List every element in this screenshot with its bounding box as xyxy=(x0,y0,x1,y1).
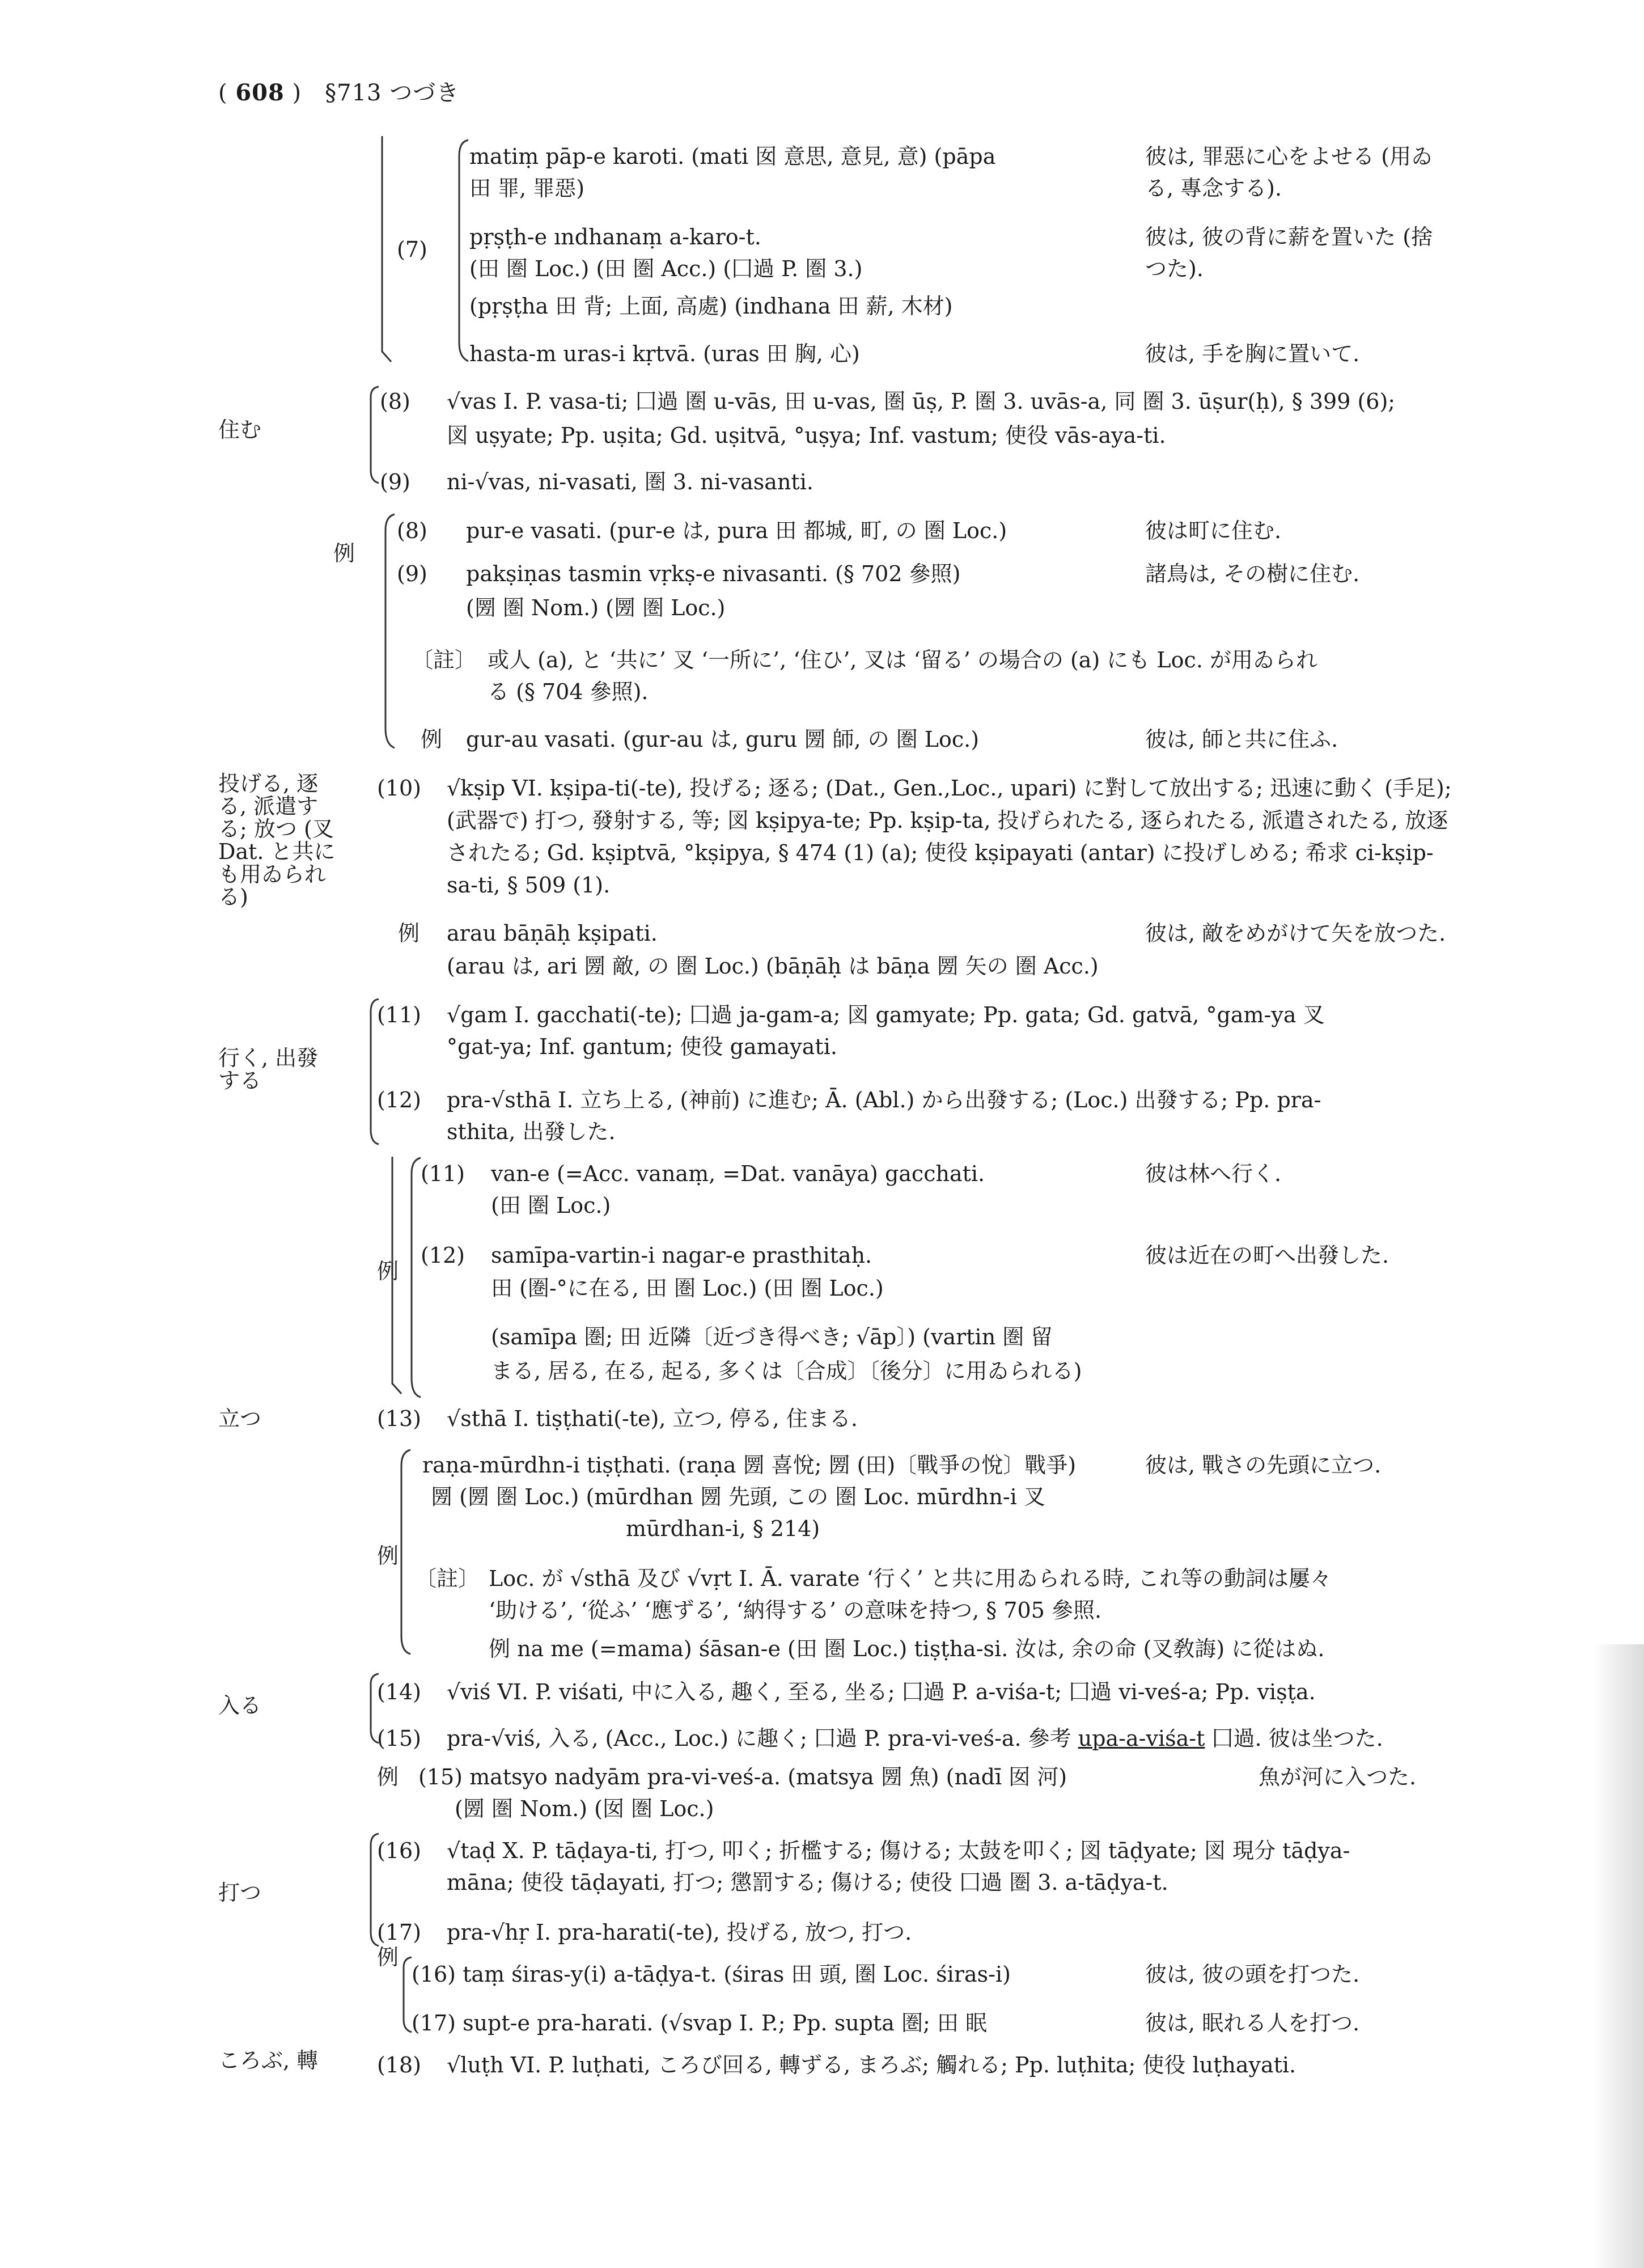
ex89-number-8: (8) xyxy=(397,518,427,543)
ex89-note-line1: 或人 (a), と ‘共に’ 叉 ‘一所に’, ‘住ひ’, 叉は ‘留る’ の場合の (a) にも Loc. が用ゐられ xyxy=(488,648,1317,672)
utsu-example17: (17) supt-e pra-harati. (√svap I. P.; Pp. supta 圏; 田 眠 xyxy=(412,2011,987,2036)
label-utsu: 打つ xyxy=(218,1880,262,1905)
nageru-number-10: (10) xyxy=(377,776,422,801)
ex1112-translation12: 彼は近在の町へ出發した. xyxy=(1145,1243,1389,1268)
ex1112-line11b: (田 圏 Loc.) xyxy=(491,1193,611,1218)
ex89-rei2-label: 例 xyxy=(421,727,443,752)
nageru-example2: (arau は, ari 圐 敵, の 圏 Loc.) (bāṇāḥ は bāṇa 圐 矢の 圏 Acc.) xyxy=(447,954,1099,979)
ex1112-line12a: samīpa-vartin-i nagar-e prasthitaḥ. xyxy=(491,1243,872,1268)
hairu-line15 xyxy=(447,1723,1383,1754)
sumu-line8a: √vas I. P. vasa-ti; 囗過 圏 u-vās, 田 u-vas, 圏 ūṣ, P. 圏 3. uvās-a, 同 圏 3. ūṣur(ḥ), § 399 (6); xyxy=(447,389,1396,414)
ex7-number: (7) xyxy=(397,237,427,262)
utsu-rei-label: 例 xyxy=(377,1945,399,1970)
iku-line11b: °gat-ya; Inf. gantum; 使役 gamayati. xyxy=(447,1034,837,1059)
label-iku: 行く, 出發する xyxy=(218,1046,319,1093)
ex7-line3: pṛṣṭh-e ındhanaṃ a-karo-t. xyxy=(469,225,761,249)
iku-number-11: (11) xyxy=(377,1002,422,1027)
ex1112-line12d: まる, 居る, 在る, 起る, 多くは〔合成〕〔後分〕に用ゐられる) xyxy=(491,1359,1082,1383)
brace-ex89 xyxy=(381,513,398,751)
section-ref: §713 つづき xyxy=(325,80,460,106)
ex7-line1: matiṃ pāp-e karoti. (mati 囡 意思, 意見, 意) (pāpa xyxy=(469,144,996,169)
hairu-translation15: 魚が河に入つた. xyxy=(1259,1765,1417,1789)
hairu-line15-part-b: 囗過. 彼は坐つた. xyxy=(1205,1726,1383,1751)
ex89-line9b: (圐 圏 Nom.) (圐 圏 Loc.) xyxy=(466,595,726,620)
ex89-line8: pur-e vasati. (pur-e は, pura 田 都城, 町, の 圏 Loc.) xyxy=(466,518,1007,543)
tatsu-translation: 彼は, 戰さの先頭に立つ. xyxy=(1145,1453,1382,1478)
hairu-example15a: (15) matsyo nadyām pra-vi-veś-a. (matsya 圐 魚) (nadī 囡 河) xyxy=(418,1765,1067,1789)
iku-number-12: (12) xyxy=(377,1088,422,1112)
label-nageru: 投げる, 逐る, 派遣する; 放つ (叉 Dat. と共にも用ゐられる) xyxy=(218,771,336,909)
hairu-number-15: (15) xyxy=(377,1726,422,1751)
ex7-translation4: つた). xyxy=(1145,256,1204,281)
hairu-line14: √viś VI. P. viśati, 中に入る, 趣く, 至る, 坐る; 囗過 P. a-viśa-t; 囗過 vi-veś-a; Pp. viṣṭa. xyxy=(447,1679,1316,1704)
ex1112-number-12: (12) xyxy=(421,1243,465,1268)
utsu-translation17: 彼は, 眠れる人を打つ. xyxy=(1145,2011,1360,2036)
tatsu-note3: 例 na me (=mama) śāsan-e (田 圏 Loc.) tiṣṭha-si. 汝は, 余の命 (叉敎誨) に從はぬ. xyxy=(489,1636,1325,1661)
ex1112-rei-label: 例 xyxy=(377,1259,399,1284)
tatsu-line13: √sthā I. tiṣṭhati(-te), 立つ, 停る, 住まる. xyxy=(447,1406,858,1431)
nageru-rei-label: 例 xyxy=(398,921,420,946)
ex7-line5: (pṛṣṭha 田 背; 上面, 高處) (indhana 田 薪, 木材) xyxy=(469,294,953,319)
utsu-line16a: √taḍ X. P. tāḍaya-ti, 打つ, 叩く; 折檻する; 傷ける; 太鼓を叩く; 図 tāḍyate; 図 現分 tāḍya- xyxy=(447,1838,1350,1863)
ex89-translation8: 彼は町に住む. xyxy=(1145,518,1282,543)
tatsu-note-mark: 〔註〕 xyxy=(415,1566,480,1591)
hairu-line15-underlined: upa-a-viśa-t xyxy=(1078,1726,1205,1751)
ex89-rei-label: 例 xyxy=(333,541,355,566)
brace-7 xyxy=(454,139,471,366)
tatsu-note2: ‘助ける’, ‘從ふ’ ‘應ずる’, ‘納得する’ の意味を持つ, § 705 參照. xyxy=(489,1598,1102,1623)
hairu-rei-label: 例 xyxy=(377,1765,399,1789)
sumu-number-8: (8) xyxy=(380,389,410,414)
ex89-note-mark: 〔註〕 xyxy=(412,648,477,672)
nageru-text: √kṣip VI. kṣipa-ti(-te), 投げる; 逐る; (Dat., Gen.,Loc., upari) に對して放出する; 迅速に動く (手足); (武器で) 打つ, 發射する, 等; 図 kṣipya-te; Pp. kṣip-ta, 投げられたる, 逐られたる, 派遣されたる, 放逐されたる; Gd. kṣiptvā, °kṣipya, § 474 (1) (a); 使役 kṣipayati (antar) に投げしめる; 希求 ci-kṣip-sa-ti, § 509 (1). xyxy=(447,776,1452,898)
ex1112-line11a: van-e (=Acc. vanaṃ, =Dat. vanāya) gacchati. xyxy=(491,1161,985,1186)
label-hairu: 入る xyxy=(218,1693,262,1718)
tatsu-rei-label: 例 xyxy=(377,1543,399,1568)
label-tatsu: 立つ xyxy=(218,1406,262,1431)
ex1112-line12c: (samīpa 圏; 田 近隣〔近づき得べき; √āp〕) (vartin 圏 留 xyxy=(491,1325,1053,1349)
ex7-translation3: 彼は, 彼の背に薪を置いた (捨 xyxy=(1145,225,1433,249)
korobu-line18: √luṭh VI. P. luṭhati, ころび回る, 轉ずる, まろぶ; 觸れる; Pp. luṭhita; 使役 luṭhayati. xyxy=(447,2053,1296,2077)
utsu-translation16: 彼は, 彼の頭を打つた. xyxy=(1145,1962,1360,1987)
nageru-translation: 彼は, 敵をめがけて矢を放つた. xyxy=(1145,921,1446,946)
nageru-example1: arau bāṇāḥ kṣipati. xyxy=(447,921,658,946)
ex89-line10: gur-au vasati. (gur-au は, guru 圐 師, の 圏 Loc.) xyxy=(466,727,980,752)
sumu-number-9: (9) xyxy=(380,469,410,494)
ex89-line9a: pakṣiṇas tasmin vṛkṣ-e nivasanti. (§ 702 參照) xyxy=(466,561,961,586)
tatsu-note1: Loc. が √sthā 及び √vṛt I. Ā. varate ‘行く’ と共に用ゐられる時, これ等の動詞は屢々 xyxy=(489,1566,1332,1591)
ex7-translation5: 彼は, 手を胸に置いて. xyxy=(1145,341,1360,366)
ex7-translation1: 彼は, 罪惡に心をよせる (用ゐ xyxy=(1145,144,1433,169)
tatsu-example3: mūrdhan-i, § 214) xyxy=(626,1516,820,1541)
ex7-line6: hasta-m uras-i kṛtvā. (uras 田 胸, 心) xyxy=(469,341,860,366)
iku-line11a: √gam I. gacchati(-te); 囗過 ja-gam-a; 図 gamyate; Pp. gata; Gd. gatvā, °gam-ya 叉 xyxy=(447,1002,1325,1027)
utsu-line16b: māna; 使役 tāḍayati, 打つ; 懲罰する; 傷ける; 使役 囗過 圏 3. a-tāḍya-t. xyxy=(447,1870,1168,1895)
hairu-example15b: (圐 圏 Nom.) (囡 圏 Loc.) xyxy=(455,1796,714,1821)
ex89-note-line2: る (§ 704 參照). xyxy=(488,679,649,704)
ex7-line2: 田 罪, 罪惡) xyxy=(469,176,585,201)
hairu-line15-part-a: pra-√viś, 入る, (Acc., Loc.) に趣く; 囗過 P. pra-vi-veś-a. 參考 xyxy=(447,1726,1078,1751)
ex1112-line12b: 田 (圏-°に在る, 田 圏 Loc.) (田 圏 Loc.) xyxy=(491,1276,884,1301)
tatsu-number-13: (13) xyxy=(377,1406,422,1431)
utsu-line17: pra-√hṛ I. pra-harati(-te), 投げる, 放つ, 打つ. xyxy=(447,1920,912,1945)
sumu-line8b: 図 uṣyate; Pp. uṣita; Gd. uṣitvā, °uṣya; Inf. vastum; 使役 vās-aya-ti. xyxy=(447,423,1166,448)
outer-bracket-7 xyxy=(381,136,398,363)
page-header: ( 608 ) §713 つづき xyxy=(218,79,460,106)
iku-line12a: pra-√sthā I. 立ち上る, (神前) に進む; Ā. (Abl.) から出發する; (Loc.) 出發する; Pp. pra- xyxy=(447,1088,1321,1112)
brace-tatsu xyxy=(397,1449,414,1658)
brace-ex1112 xyxy=(407,1157,424,1400)
hairu-number-14: (14) xyxy=(377,1679,422,1704)
iku-line12b: sthita, 出發した. xyxy=(447,1119,616,1144)
utsu-number-17: (17) xyxy=(377,1920,422,1945)
label-sumu: 住む xyxy=(218,417,262,442)
tatsu-example2: 圐 (圐 圏 Loc.) (mūrdhan 圐 先頭, この 圏 Loc. mūrdhn-i 叉 xyxy=(431,1484,1045,1509)
korobu-number-18: (18) xyxy=(377,2053,422,2077)
ex7-line4: (田 圏 Loc.) (田 圏 Acc.) (囗過 P. 圏 3.) xyxy=(469,256,863,281)
page-number: 608 xyxy=(235,79,285,106)
ex89-number-9: (9) xyxy=(397,561,427,586)
ex7-translation2: る, 專念する). xyxy=(1145,176,1282,201)
ex1112-number-11: (11) xyxy=(421,1161,465,1186)
label-korobu: ころぶ, 轉 xyxy=(218,2048,319,2073)
ex89-translation10: 彼は, 師と共に住ふ. xyxy=(1145,727,1338,752)
page-edge-shadow xyxy=(1593,1644,1644,2268)
ex89-translation9: 諸鳥は, その樹に住む. xyxy=(1145,561,1360,586)
tatsu-example1: raṇa-mūrdhn-i tiṣṭhati. (raṇa 圐 喜悅; 圐 (田)〔戰爭の悅〕戰爭) xyxy=(422,1453,1077,1478)
sumu-line9: ni-√vas, ni-vasati, 圏 3. ni-vasanti. xyxy=(447,469,813,494)
ex1112-translation11: 彼は林へ行く. xyxy=(1145,1161,1282,1186)
utsu-number-16: (16) xyxy=(377,1838,422,1863)
utsu-example16: (16) taṃ śiras-y(i) a-tāḍya-t. (śiras 田 頭, 圏 Loc. śiras-i) xyxy=(412,1962,1011,1987)
